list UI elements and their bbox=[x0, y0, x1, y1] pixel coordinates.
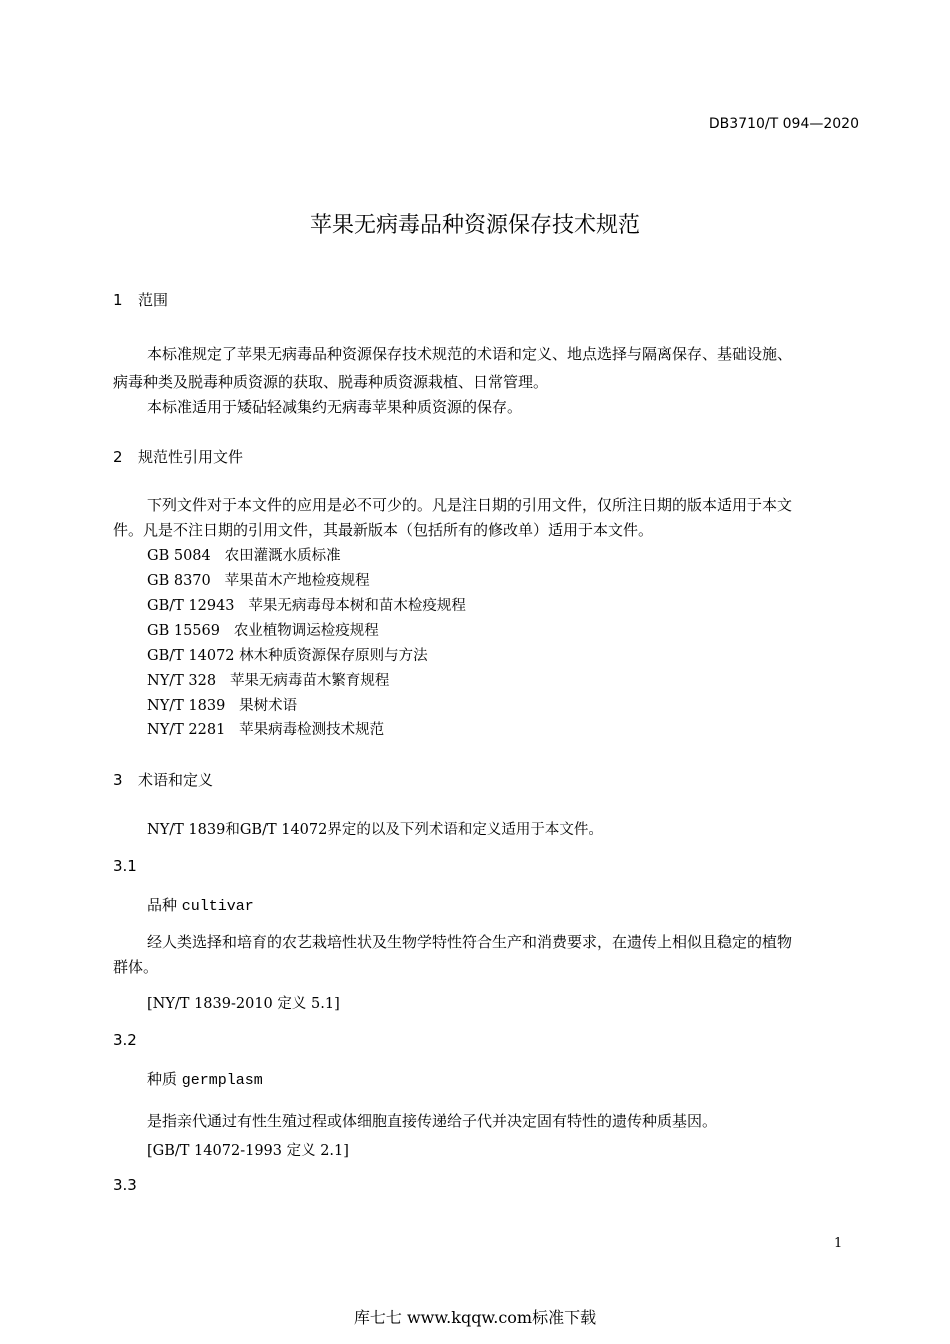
term-definition-line-1: 经人类选择和培育的农艺栽培性状及生物学特性符合生产和消费要求，在遗传上相似且稳定的植物 bbox=[147, 933, 793, 951]
page-number: 1 bbox=[834, 1236, 843, 1251]
reference-code: NY/T 2281 bbox=[147, 722, 226, 738]
term-definition-line-1: 是指亲代通过有性生殖过程或体细胞直接传递给子代并决定固有特性的遗传种质基因。 bbox=[147, 1112, 718, 1130]
section-number: 3 bbox=[113, 771, 123, 789]
term-definition-line-2: 群体。 bbox=[113, 958, 159, 976]
reference-name: 果树术语 bbox=[239, 698, 298, 714]
section-heading-terms bbox=[113, 769, 213, 790]
normative-intro-line-2: 件。凡是不注日期的引用文件，其最新版本（包括所有的修改单）适用于本文件。 bbox=[113, 521, 654, 539]
section-title: 范围 bbox=[138, 291, 169, 309]
term-source: [GB/T 14072-1993 定义 2.1] bbox=[147, 1143, 349, 1159]
term-title bbox=[147, 1068, 263, 1089]
section-heading-scope bbox=[113, 289, 168, 310]
scope-paragraph-1-line-1: 本标准规定了苹果无病毒品种资源保存技术规范的术语和定义、地点选择与隔离保存、基础设施、 bbox=[147, 345, 793, 363]
clause-number: 3.1 bbox=[113, 857, 137, 875]
reference-code: GB 5084 bbox=[147, 548, 211, 564]
scope-paragraph-2: 本标准适用于矮砧轻减集约无病毒苹果种质资源的保存。 bbox=[147, 398, 523, 416]
section-title: 术语和定义 bbox=[138, 771, 214, 789]
reference-item bbox=[147, 569, 370, 590]
terms-intro: NY/T 1839和GB/T 14072界定的以及下列术语和定义适用于本文件。 bbox=[147, 822, 603, 838]
reference-item bbox=[147, 694, 297, 715]
reference-name: 农业植物调运检疫规程 bbox=[233, 623, 379, 639]
term-chinese: 品种 bbox=[147, 896, 178, 914]
reference-item bbox=[147, 544, 341, 565]
reference-name: 苹果苗木产地检疫规程 bbox=[224, 573, 370, 589]
reference-code: NY/T 1839 bbox=[147, 698, 226, 714]
reference-code: GB 15569 bbox=[147, 623, 220, 639]
term-english: cultivar bbox=[181, 898, 254, 915]
reference-item bbox=[147, 644, 428, 665]
section-title: 规范性引用文件 bbox=[138, 448, 244, 466]
reference-name: 林木种质资源保存原则与方法 bbox=[239, 648, 428, 664]
reference-code: GB/T 12943 bbox=[147, 598, 235, 614]
reference-item bbox=[147, 594, 466, 615]
section-heading-normative bbox=[113, 446, 243, 467]
standard-code: DB3710/T 094—2020 bbox=[708, 116, 859, 132]
clause-number: 3.2 bbox=[113, 1031, 137, 1049]
term-title bbox=[147, 894, 254, 915]
term-chinese: 种质 bbox=[147, 1070, 178, 1088]
normative-intro-line-1: 下列文件对于本文件的应用是必不可少的。凡是注日期的引用文件，仅所注日期的版本适用于本文 bbox=[147, 496, 793, 514]
reference-code: GB 8370 bbox=[147, 573, 211, 589]
section-number: 2 bbox=[113, 448, 123, 466]
term-english: germplasm bbox=[181, 1072, 263, 1089]
reference-name: 苹果无病毒母本树和苗木检疫规程 bbox=[248, 598, 466, 614]
footer-source-text: 库七七 www.kqqw.com标准下载 bbox=[353, 1308, 597, 1327]
reference-code: NY/T 328 bbox=[147, 673, 217, 689]
clause-number: 3.3 bbox=[113, 1176, 137, 1194]
reference-item bbox=[147, 619, 379, 640]
scope-paragraph-1-line-2: 病毒种类及脱毒种质资源的获取、脱毒种质资源栽植、日常管理。 bbox=[113, 373, 549, 391]
term-source: [NY/T 1839-2010 定义 5.1] bbox=[147, 996, 340, 1012]
reference-item bbox=[147, 669, 389, 690]
reference-code: GB/T 14072 bbox=[147, 648, 235, 664]
reference-item bbox=[147, 718, 384, 739]
reference-name: 苹果病毒检测技术规范 bbox=[239, 722, 385, 738]
reference-name: 苹果无病毒苗木繁育规程 bbox=[229, 673, 390, 689]
section-number: 1 bbox=[113, 291, 123, 309]
document-title: 苹果无病毒品种资源保存技术规范 bbox=[309, 213, 640, 238]
reference-name: 农田灌溉水质标准 bbox=[224, 548, 341, 564]
